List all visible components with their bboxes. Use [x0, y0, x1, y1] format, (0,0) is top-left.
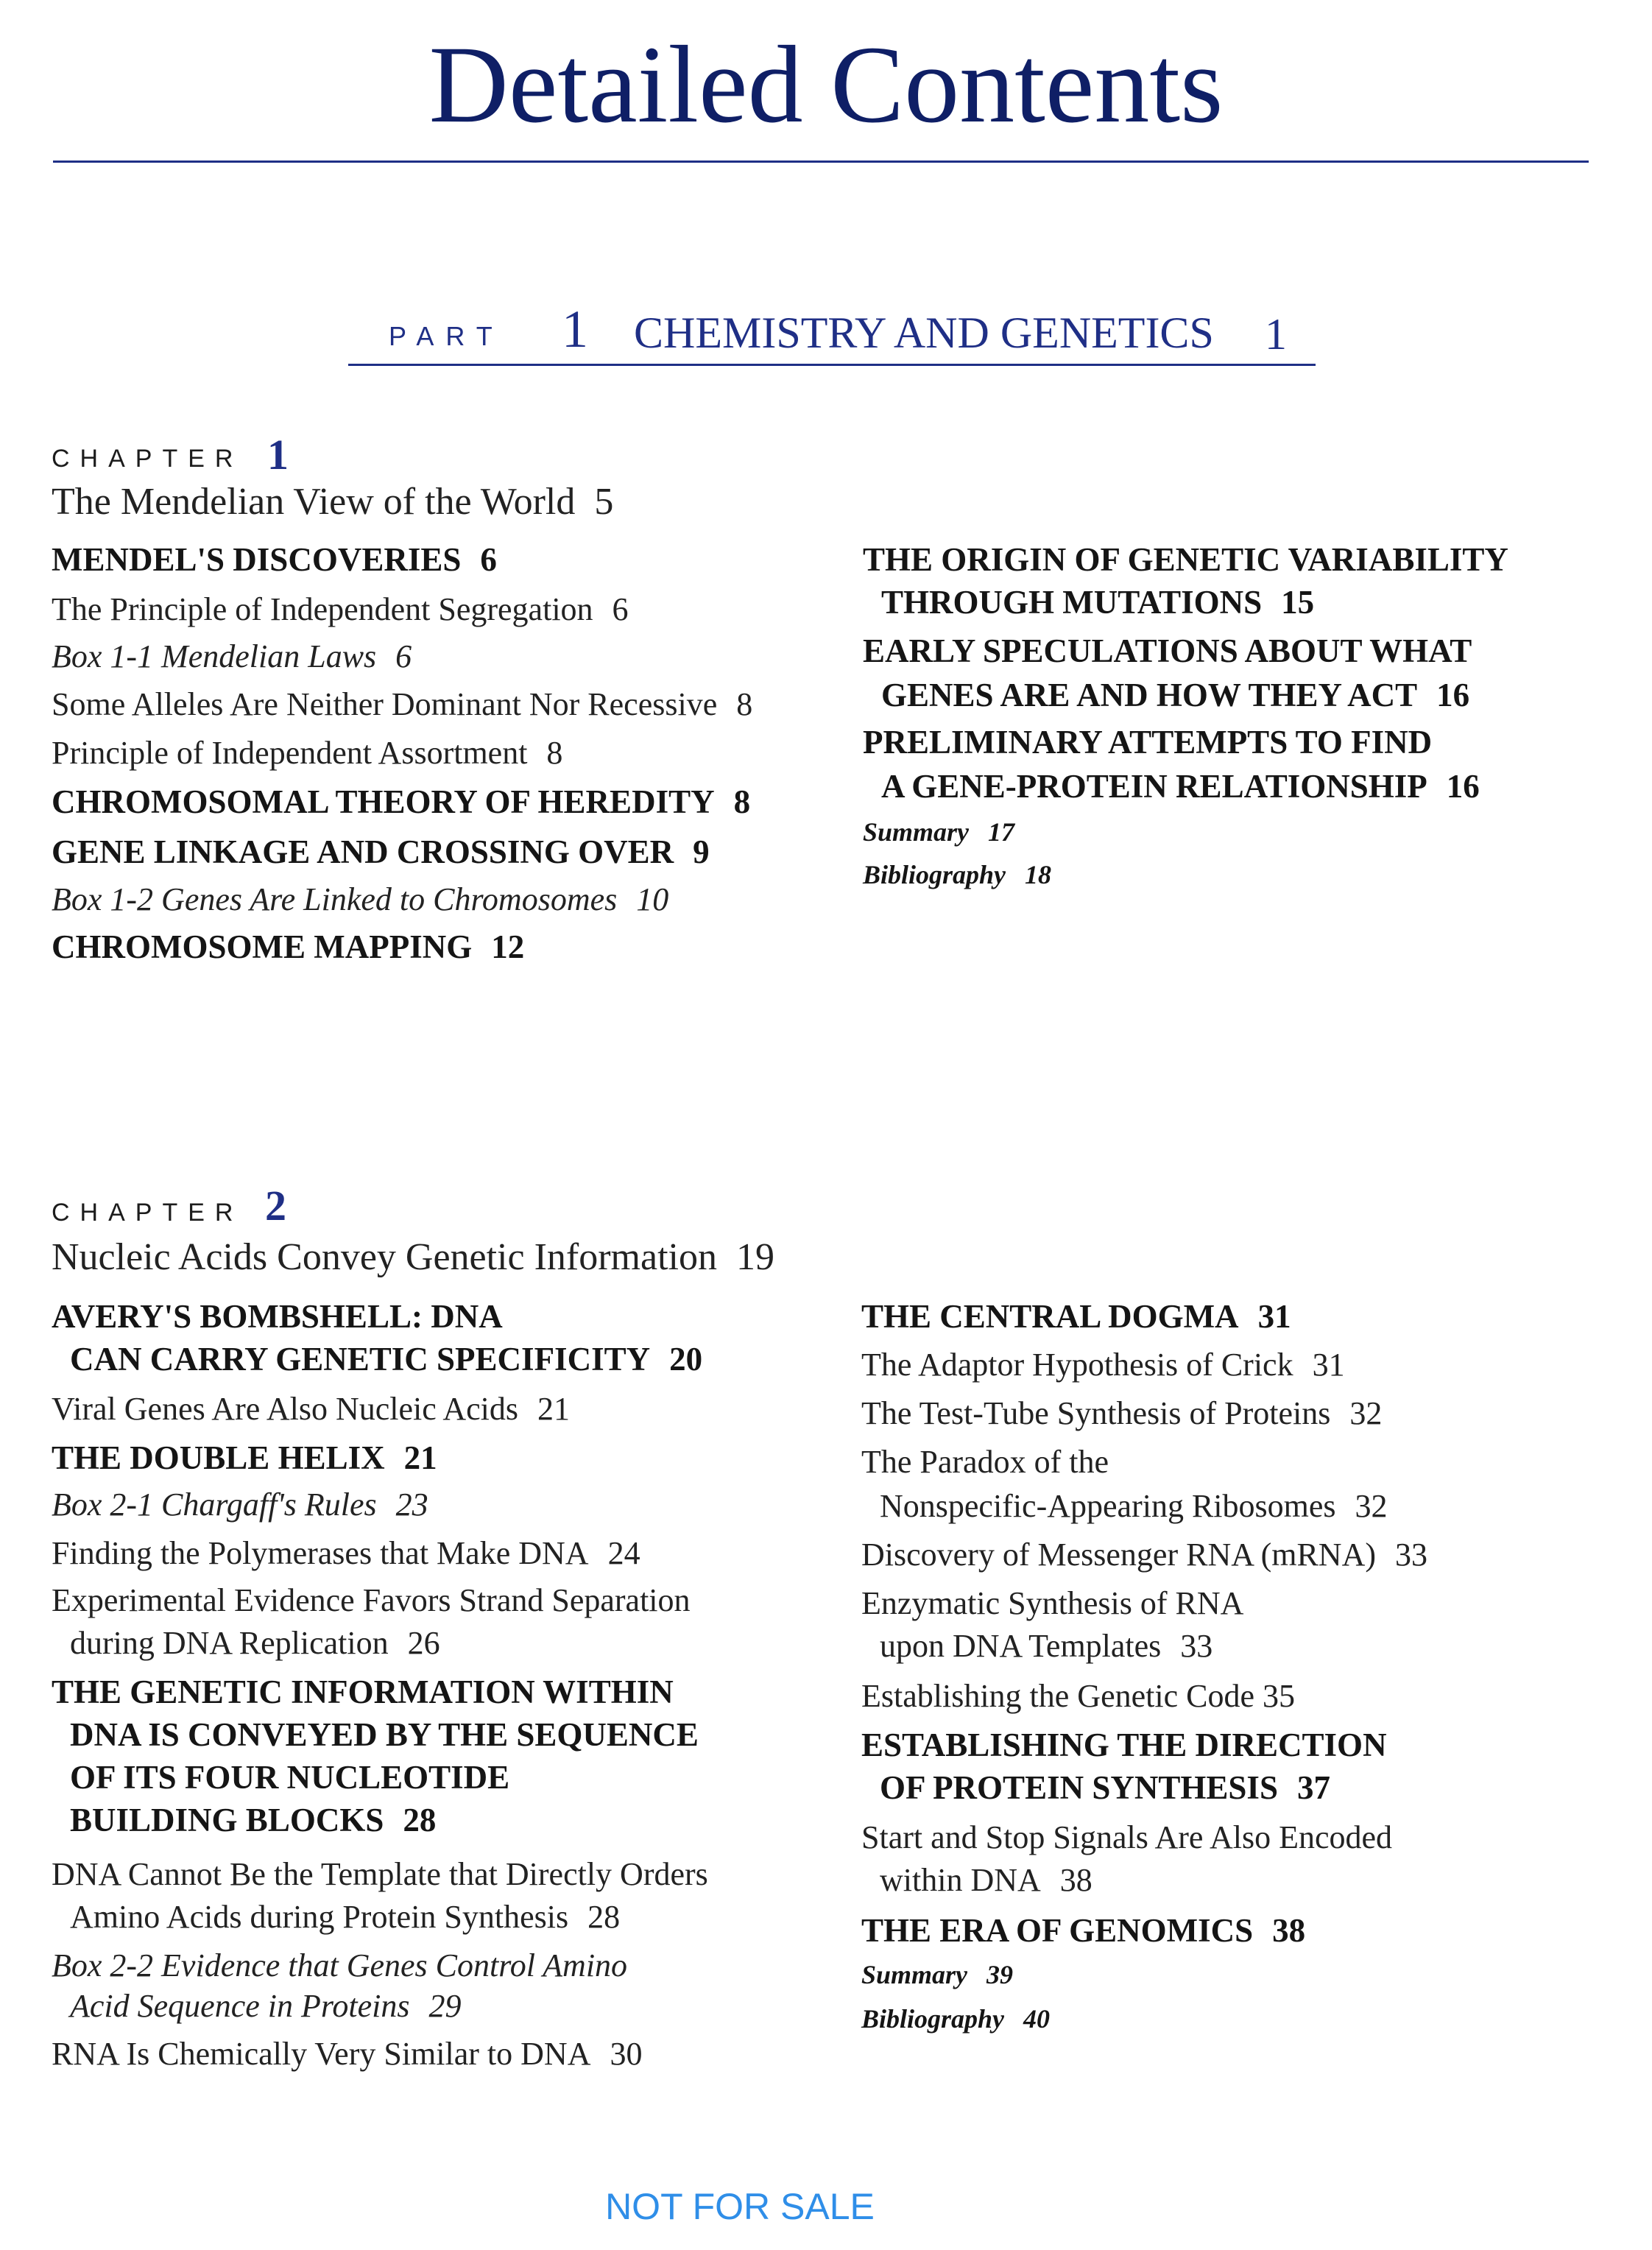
toc-entry-text: THROUGH MUTATIONS: [881, 584, 1263, 621]
toc-entry: [880, 1630, 1212, 1662]
toc-entry-page: 24: [607, 1535, 640, 1571]
toc-entry-text: THE ORIGIN OF GENETIC VARIABILITY: [863, 541, 1508, 578]
toc-entry-page: 33: [1395, 1537, 1427, 1573]
toc-entry: [863, 861, 1051, 888]
toc-entry-page: 15: [1281, 584, 1315, 621]
toc-entry-text: Box 1-2 Genes Are Linked to Chromosomes: [52, 881, 618, 917]
toc-entry-text: CHROMOSOME MAPPING: [52, 928, 473, 965]
toc-entry: [52, 543, 497, 576]
toc-entry: [52, 1537, 640, 1570]
toc-entry-page: 39: [986, 1960, 1014, 1989]
toc-entry-page: 12: [491, 928, 525, 965]
toc-entry: [52, 688, 752, 721]
toc-entry-page: 20: [669, 1341, 703, 1378]
toc-entry: [70, 1627, 440, 1660]
toc-entry-text: Bibliography: [863, 860, 1006, 889]
chapter-2-number: 2: [265, 1182, 286, 1230]
toc-entry-page: 32: [1355, 1488, 1388, 1524]
toc-entry-text: OF PROTEIN SYNTHESIS: [880, 1769, 1278, 1806]
toc-entry-text: Viral Genes Are Also Nucleic Acids: [52, 1391, 518, 1427]
toc-entry-page: 28: [587, 1899, 621, 1935]
toc-entry-page: 38: [1272, 1912, 1306, 1949]
toc-entry-text: PRELIMINARY ATTEMPTS TO FIND: [863, 724, 1433, 761]
toc-entry: [861, 1680, 1295, 1713]
toc-entry-text: Start and Stop Signals Are Also Encoded: [861, 1819, 1393, 1855]
toc-entry: [52, 833, 710, 870]
toc-entry-page: 8: [546, 735, 563, 771]
toc-entry: [881, 770, 1480, 803]
toc-entry-page: 6: [612, 591, 629, 627]
toc-entry-page: 28: [403, 1802, 437, 1838]
toc-entry-text: during DNA Replication: [70, 1625, 389, 1661]
toc-entry: [861, 1914, 1305, 1947]
toc-entry-page: 10: [636, 881, 669, 917]
toc-entry: [863, 726, 1432, 759]
toc-entry: [52, 1439, 437, 1476]
toc-entry-text: AVERY'S BOMBSHELL: DNA: [52, 1298, 503, 1335]
toc-entry-page: 16: [1446, 768, 1480, 805]
toc-entry-text: Summary: [861, 1960, 968, 1989]
toc-entry-text: THE GENETIC INFORMATION WITHIN: [52, 1674, 674, 1710]
part-header: [348, 293, 1316, 364]
toc-entry-text: EARLY SPECULATIONS ABOUT WHAT: [863, 632, 1472, 669]
toc-entry-text: Principle of Independent Assortment: [52, 735, 528, 771]
watermark: NOT FOR SALE: [605, 2186, 875, 2227]
part-title: CHEMISTRY AND GENETICS: [634, 308, 1214, 357]
page-title: Detailed Contents: [428, 24, 1224, 146]
toc-entry-text: Establishing the Genetic Code 35: [861, 1678, 1295, 1714]
chapter-1-number: 1: [267, 431, 289, 479]
toc-entry-text: Discovery of Messenger RNA (mRNA): [861, 1537, 1376, 1573]
toc-entry: [881, 586, 1314, 619]
toc-entry: [52, 1584, 691, 1617]
toc-entry: [861, 1539, 1427, 1571]
toc-entry: [861, 1729, 1387, 1762]
toc-entry-text: Enzymatic Synthesis of RNA: [861, 1585, 1244, 1621]
toc-entry: [70, 1901, 620, 1933]
toc-entry-page: 6: [395, 638, 412, 674]
toc-entry-text: Box 1-1 Mendelian Laws: [52, 638, 377, 674]
toc-entry-text: The Adaptor Hypothesis of Crick: [861, 1347, 1293, 1383]
toc-entry-text: GENE LINKAGE AND CROSSING OVER: [52, 833, 674, 870]
toc-entry-page: 18: [1025, 860, 1052, 889]
toc-entry-text: GENES ARE AND HOW THEY ACT: [881, 677, 1418, 713]
toc-entry-page: 8: [736, 686, 753, 722]
toc-entry-text: Experimental Evidence Favors Strand Separation: [52, 1582, 691, 1618]
toc-entry: [861, 1587, 1243, 1620]
toc-entry-text: The Paradox of the: [861, 1444, 1109, 1480]
toc-entry-page: 38: [1059, 1862, 1092, 1898]
toc-entry: [70, 1761, 509, 1794]
toc-entry: [70, 1343, 702, 1376]
toc-entry-text: Box 2-1 Chargaff's Rules: [52, 1487, 377, 1523]
toc-entry: [880, 1864, 1092, 1897]
toc-entry: [861, 1300, 1291, 1333]
toc-entry-text: Box 2-2 Evidence that Genes Control Amino: [52, 1947, 628, 1983]
toc-entry-page: 33: [1180, 1628, 1213, 1664]
toc-entry-text: CAN CARRY GENETIC SPECIFICITY: [70, 1341, 651, 1378]
toc-entry: [52, 1858, 708, 1891]
toc-entry-page: 6: [480, 541, 497, 578]
toc-entry-text: THE ERA OF GENOMICS: [861, 1912, 1254, 1949]
toc-entry-text: Summary: [863, 817, 970, 847]
toc-entry: [52, 1947, 628, 1983]
toc-entry-page: 37: [1296, 1769, 1330, 1806]
toc-entry-text: CHROMOSOMAL THEORY OF HEREDITY: [52, 783, 715, 820]
toc-entry-text: BUILDING BLOCKS: [70, 1802, 384, 1838]
toc-entry: [861, 1821, 1392, 1854]
part-number: 1: [562, 300, 588, 359]
chapter-2-title: Nucleic Acids Convey Genetic Information 19: [52, 1236, 774, 1278]
part-rule: [348, 364, 1316, 366]
toc-entry-page: 31: [1257, 1298, 1291, 1335]
toc-entry-page: 26: [407, 1625, 440, 1661]
toc-entry-text: DNA Cannot Be the Template that Directly Orders: [52, 1856, 708, 1892]
toc-entry: [881, 679, 1469, 712]
toc-entry: [863, 632, 1472, 669]
toc-entry-text: Nonspecific-Appearing Ribosomes: [880, 1488, 1336, 1524]
toc-entry: [52, 1393, 570, 1425]
toc-entry: [70, 1990, 461, 2022]
toc-entry-text: Finding the Polymerases that Make DNA: [52, 1535, 589, 1571]
toc-entry-text: The Test-Tube Synthesis of Proteins: [861, 1395, 1331, 1431]
toc-entry: [861, 1446, 1109, 1478]
toc-entry: [861, 2006, 1050, 2032]
toc-entry-page: 40: [1023, 2004, 1051, 2034]
toc-entry: [861, 1961, 1013, 1988]
toc-entry-page: 8: [733, 783, 751, 820]
toc-entry-page: 29: [428, 1988, 462, 2024]
toc-entry-text: DNA IS CONVEYED BY THE SEQUENCE: [70, 1716, 699, 1753]
toc-entry-text: upon DNA Templates: [880, 1628, 1162, 1664]
toc-entry: [52, 2038, 642, 2070]
toc-entry-page: 17: [988, 817, 1015, 847]
toc-entry-text: A GENE-PROTEIN RELATIONSHIP: [881, 768, 1427, 805]
toc-entry-text: within DNA: [880, 1862, 1041, 1898]
toc-entry: [863, 819, 1014, 845]
toc-entry-page: 23: [395, 1487, 428, 1523]
toc-entry-text: Bibliography: [861, 2004, 1005, 2034]
toc-entry: [52, 1300, 503, 1333]
toc-entry-text: ESTABLISHING THE DIRECTION: [861, 1727, 1387, 1763]
toc-entry: [52, 928, 525, 965]
toc-entry-page: 21: [403, 1439, 437, 1476]
toc-entry-text: The Principle of Independent Segregation: [52, 591, 593, 627]
toc-entry-text: THE CENTRAL DOGMA: [861, 1298, 1239, 1335]
toc-entry: [70, 1804, 436, 1837]
toc-entry: [52, 783, 751, 820]
toc-entry: [70, 1718, 699, 1752]
toc-entry: [880, 1490, 1388, 1523]
toc-entry: [52, 881, 669, 917]
chapter-1-title: The Mendelian View of the World 5: [52, 481, 614, 523]
chapter-1-label: CHAPTER: [52, 445, 244, 473]
toc-entry: [52, 1676, 674, 1709]
toc-entry: [52, 1489, 428, 1521]
toc-entry: [52, 737, 562, 769]
toc-entry-text: RNA Is Chemically Very Similar to DNA: [52, 2036, 591, 2072]
toc-entry-text: Acid Sequence in Proteins: [70, 1988, 410, 2024]
toc-entry: [52, 593, 629, 626]
toc-entry-text: THE DOUBLE HELIX: [52, 1439, 385, 1476]
part-label: PART: [389, 321, 504, 351]
chapter-2-label: CHAPTER: [52, 1199, 244, 1227]
toc-entry-page: 31: [1312, 1347, 1345, 1383]
part-page: 1: [1265, 310, 1287, 359]
toc-entry-text: OF ITS FOUR NUCLEOTIDE: [70, 1759, 510, 1796]
toc-entry-text: Amino Acids during Protein Synthesis: [70, 1899, 569, 1935]
toc-entry-page: 9: [693, 833, 710, 870]
toc-entry: [861, 1397, 1382, 1430]
toc-entry: [861, 1349, 1345, 1381]
toc-entry-page: 16: [1436, 677, 1470, 713]
title-rule: [53, 161, 1589, 163]
toc-entry-page: 32: [1349, 1395, 1383, 1431]
toc-entry: [863, 543, 1508, 576]
toc-entry-text: MENDEL'S DISCOVERIES: [52, 541, 462, 578]
toc-entry-page: 30: [610, 2036, 643, 2072]
toc-entry-text: Some Alleles Are Neither Dominant Nor Recessive: [52, 686, 718, 722]
toc-entry-page: 21: [537, 1391, 570, 1427]
toc-entry: [880, 1771, 1330, 1805]
toc-entry: [52, 638, 412, 674]
